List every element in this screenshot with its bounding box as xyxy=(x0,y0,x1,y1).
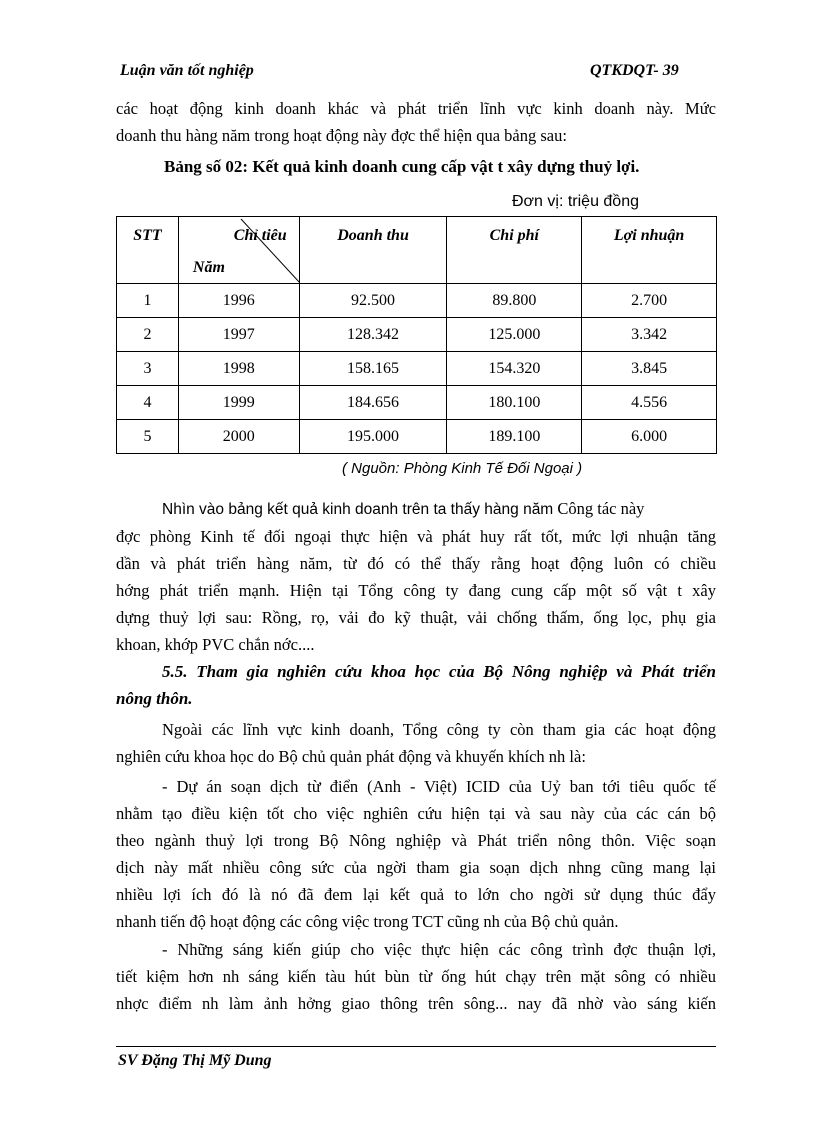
paragraph-research xyxy=(116,716,716,770)
text-line: - Những sáng kiến giúp cho việc thực hiện các công trình đợc thuận lợi, xyxy=(162,940,716,959)
cell-year: 1997 xyxy=(178,318,299,352)
table-title: Bảng số 02: Kết quả kinh doanh cung cấp vật t xây dựng thuỷ lợi. xyxy=(164,157,640,176)
cell-stt: 3 xyxy=(117,352,179,386)
text-line: các hoạt động kinh doanh khác và phát triển lĩnh vực kinh doanh này. Mức xyxy=(116,99,716,118)
text-line xyxy=(116,495,716,523)
header-chi-phi: Chi phí xyxy=(447,217,582,284)
table-header-row xyxy=(117,217,717,284)
text-line: nhiều lợi ích đó là nó đã đem lại kết quả to lớn cho ngời sử dụng thúc đẩy xyxy=(116,885,716,904)
cell-loi-nhuan: 6.000 xyxy=(582,420,717,454)
cell-loi-nhuan: 4.556 xyxy=(582,386,717,420)
text-line: doanh thu hàng năm trong hoạt động này đợc thể hiện qua bảng sau: xyxy=(116,126,567,145)
header-chi-tieu: Chỉ tiêu xyxy=(233,227,287,244)
cell-chi-phi: 189.100 xyxy=(447,420,582,454)
cell-stt: 1 xyxy=(117,284,179,318)
header-left: Luận văn tốt nghiệp xyxy=(120,62,254,79)
table-row xyxy=(117,420,717,454)
intro-paragraph xyxy=(116,95,716,149)
text-line: nhanh tiến độ hoạt động các công việc trong TCT cũng nh của Bộ chủ quản. xyxy=(116,912,619,931)
header-nam: Năm xyxy=(192,259,225,276)
results-table xyxy=(116,216,717,454)
cell-stt: 4 xyxy=(117,386,179,420)
text-line: đợc phòng Kinh tế đối ngoại thực hiện và phát huy rất tốt, mức lợi nhuận tăng xyxy=(116,527,716,546)
cell-loi-nhuan: 3.342 xyxy=(582,318,717,352)
text-line: khoan, khớp PVC chắn nớc.... xyxy=(116,635,315,654)
table-source: ( Nguồn: Phòng Kinh Tế Đối Ngoại ) xyxy=(342,460,583,477)
cell-doanh-thu: 195.000 xyxy=(299,420,447,454)
header-doanh-thu: Doanh thu xyxy=(299,217,447,284)
cell-doanh-thu: 184.656 xyxy=(299,386,447,420)
cell-stt: 2 xyxy=(117,318,179,352)
table-row xyxy=(117,386,717,420)
cell-chi-phi: 89.800 xyxy=(447,284,582,318)
cell-chi-phi: 125.000 xyxy=(447,318,582,352)
unit-label: Đơn vị: triệu đồng xyxy=(512,193,639,210)
text-line: dần và phát triển hàng năm, từ đó có thể thấy rằng hoạt động luôn có chiều xyxy=(116,554,716,573)
footer-author: SV Đặng Thị Mỹ Dung xyxy=(118,1052,272,1069)
cell-loi-nhuan: 2.700 xyxy=(582,284,717,318)
paragraph-initiatives xyxy=(116,936,716,1017)
text-line: theo ngành thuỷ lợi trong Bộ Nông nghiệp và Phát triển nông thôn. Việc soạn xyxy=(116,831,716,850)
cell-doanh-thu: 128.342 xyxy=(299,318,447,352)
text-line: nhằm tạo điều kiện tốt cho việc nghiên cứu hiện tại và sau này của các cán bộ xyxy=(116,804,716,823)
section-title xyxy=(116,658,716,712)
text-lead: Nhìn vào bảng kết quả kinh doanh trên ta thấy hàng năm xyxy=(162,501,554,518)
paragraph-dictionary xyxy=(116,773,716,935)
table-row xyxy=(117,284,717,318)
header-right: QTKDQT- 39 xyxy=(590,62,679,79)
text-line: dịch này mất nhiều công sức của ngời tham gia soạn dịch nhng cũng mang lại xyxy=(116,858,716,877)
text-line: hớng phát triển mạnh. Hiện tại Tổng công ty đang cung cấp một số vật t xây xyxy=(116,581,716,600)
cell-year: 1996 xyxy=(178,284,299,318)
text-line: - Dự án soạn dịch từ điển (Anh - Việt) ICID của Uỷ ban tới tiêu quốc tế xyxy=(162,777,716,796)
cell-stt: 5 xyxy=(117,420,179,454)
cell-loi-nhuan: 3.845 xyxy=(582,352,717,386)
text-line: tiết kiệm hơn nh sáng kiến tàu hút bùn từ ống hút chạy trên mặt sông có nhiều xyxy=(116,967,716,986)
table-row xyxy=(117,352,717,386)
cell-chi-phi: 180.100 xyxy=(447,386,582,420)
header-stt: STT xyxy=(117,217,179,284)
cell-year: 1999 xyxy=(178,386,299,420)
paragraph-summary xyxy=(116,495,716,658)
cell-year: 1998 xyxy=(178,352,299,386)
text-line: Ngoài các lĩnh vực kinh doanh, Tổng công ty còn tham gia các hoạt động xyxy=(162,720,716,739)
cell-doanh-thu: 158.165 xyxy=(299,352,447,386)
section-title-line: 5.5. Tham gia nghiên cứu khoa học của Bộ Nông nghiệp và Phát triển xyxy=(162,662,716,681)
cell-year: 2000 xyxy=(178,420,299,454)
text-line: dựng thuỷ lợi sau: Rồng, rọ, vải đo kỹ thuật, vải chống thấm, ống lọc, phụ gia xyxy=(116,608,716,627)
text-line: nghiên cứu khoa học do Bộ chủ quản phát động và khuyến khích nh là: xyxy=(116,747,586,766)
header-loi-nhuan: Lợi nhuận xyxy=(582,217,717,284)
text-rest: Công tác này xyxy=(557,499,645,518)
footer-rule xyxy=(116,1046,716,1047)
cell-chi-phi: 154.320 xyxy=(447,352,582,386)
table-row xyxy=(117,318,717,352)
text-line: nhợc điểm nh làm ảnh hởng giao thông trên sông... nay đã nhờ vào sáng kiến xyxy=(116,994,716,1013)
section-title-line: nông thôn. xyxy=(116,689,193,708)
header-diagonal-cell xyxy=(178,217,299,284)
cell-doanh-thu: 92.500 xyxy=(299,284,447,318)
